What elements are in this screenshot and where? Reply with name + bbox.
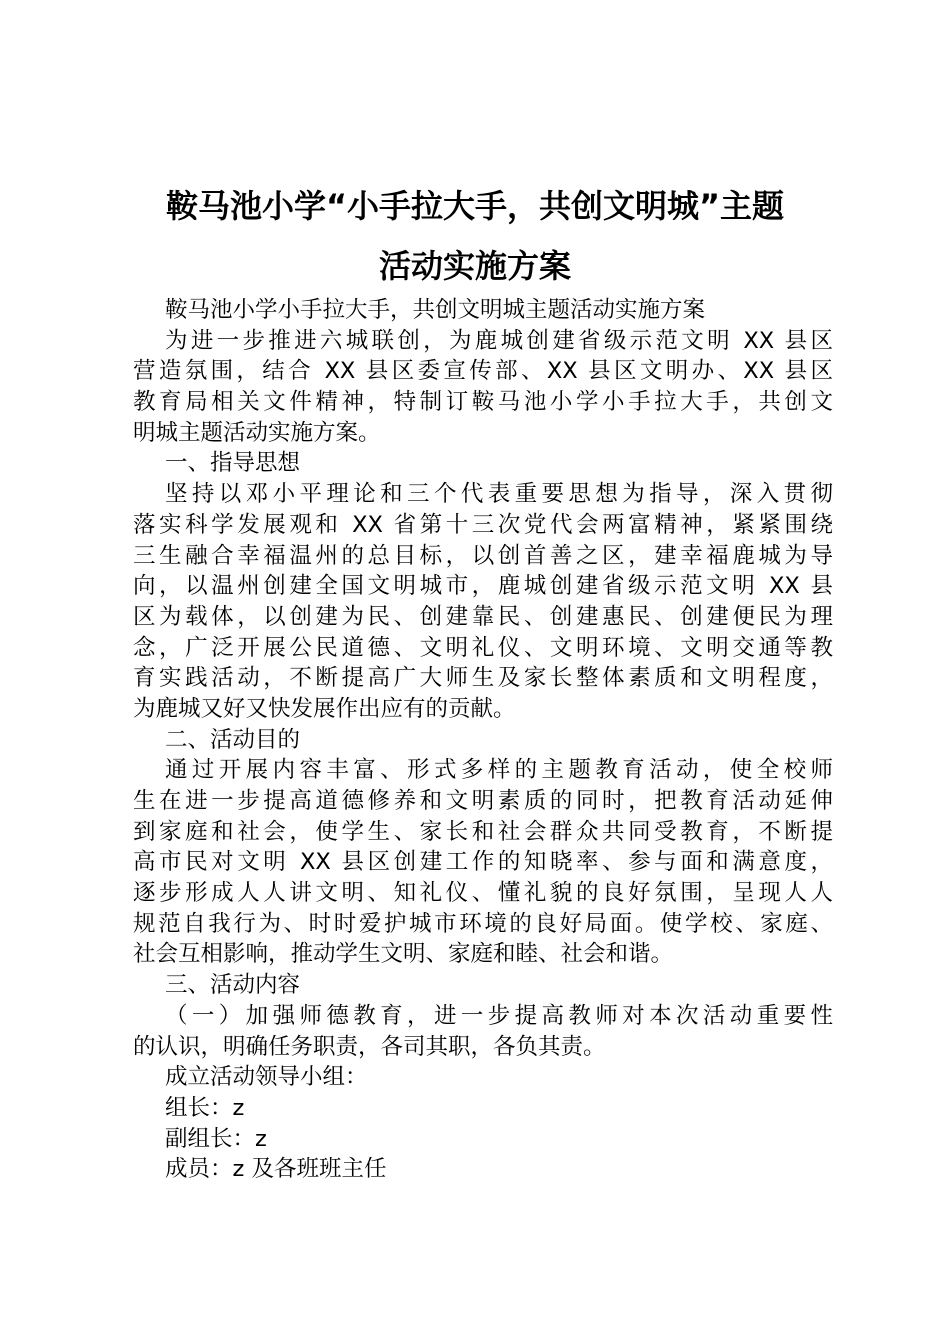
- paragraph-line: 教育局相关文件精神，特制订鞍马池小学小手拉大手，共创文: [133, 389, 833, 416]
- paragraph-line: 为鹿城又好又快发展作出应有的贡献。: [133, 695, 516, 722]
- document-title-line-1: 鞍马池小学“小手拉大手，共创文明城”主题: [165, 187, 785, 225]
- paragraph-line: 规范自我行为、时时爱护城市环境的良好局面。使学校、家庭、: [133, 910, 833, 937]
- document-title-line-2: 活动实施方案: [378, 247, 571, 285]
- paragraph-line: 育实践活动，不断提高广大师生及家长整体素质和文明程度，: [133, 665, 833, 692]
- paragraph-line: 念，广泛开展公民道德、文明礼仪、文明环境、文明交通等教: [133, 634, 833, 661]
- paragraph-line: 成员：z 及各班班主任: [165, 1156, 387, 1183]
- paragraph-line: 通过开展内容丰富、形式多样的主题教育活动，使全校师: [165, 757, 833, 784]
- section-heading: 一、指导思想: [165, 450, 301, 477]
- paragraph-line: 向，以温州创建全国文明城市，鹿城创建省级示范文明 XX 县: [133, 573, 833, 600]
- paragraph-line: 区为载体，以创建为民、创建靠民、创建惠民、创建便民为理: [133, 603, 833, 630]
- paragraph-line: 落实科学发展观和 XX 省第十三次党代会两富精神，紧紧围绕: [133, 511, 833, 538]
- paragraph-line: 三生融合幸福温州的总目标，以创首善之区，建幸福鹿城为导: [133, 542, 833, 569]
- paragraph-line: 逐步形成人人讲文明、知礼仪、懂礼貌的良好氛围，呈现人人: [133, 880, 833, 907]
- paragraph-line: （一）加强师德教育，进一步提高教师对本次活动重要性: [165, 1002, 833, 1029]
- paragraph-line: 成立活动领导小组：: [165, 1064, 368, 1091]
- paragraph-line: 坚持以邓小平理论和三个代表重要思想为指导，深入贯彻: [165, 481, 833, 508]
- paragraph-line: 为进一步推进六城联创，为鹿城创建省级示范文明 XX 县区: [165, 327, 833, 354]
- subtitle-line: 鞍马池小学小手拉大手，共创文明城主题活动实施方案: [165, 297, 706, 323]
- paragraph-line: 生在进一步提高道德修养和文明素质的同时，把教育活动延伸: [133, 788, 833, 814]
- document-body: [133, 295, 833, 1185]
- paragraph-line: 营造氛围，结合 XX 县区委宣传部、XX 县区文明办、XX 县区: [133, 358, 833, 385]
- paragraph-line: 明城主题活动实施方案。: [133, 419, 381, 446]
- paragraph-line: 到家庭和社会，使学生、家长和社会群众共同受教育，不断提: [133, 818, 833, 845]
- paragraph-line: 的认识，明确任务职责，各司其职，各负其责。: [133, 1033, 606, 1060]
- section-heading: 三、活动内容: [165, 972, 301, 999]
- paragraph-line: 组长：z: [165, 1094, 245, 1121]
- paragraph-line: 副组长：z: [165, 1125, 267, 1152]
- section-heading: 二、活动目的: [165, 726, 301, 753]
- paragraph-line: 社会互相影响，推动学生文明、家庭和睦、社会和谐。: [133, 941, 674, 968]
- paragraph-line: 高市民对文明 XX 县区创建工作的知晓率、参与面和满意度，: [133, 849, 833, 876]
